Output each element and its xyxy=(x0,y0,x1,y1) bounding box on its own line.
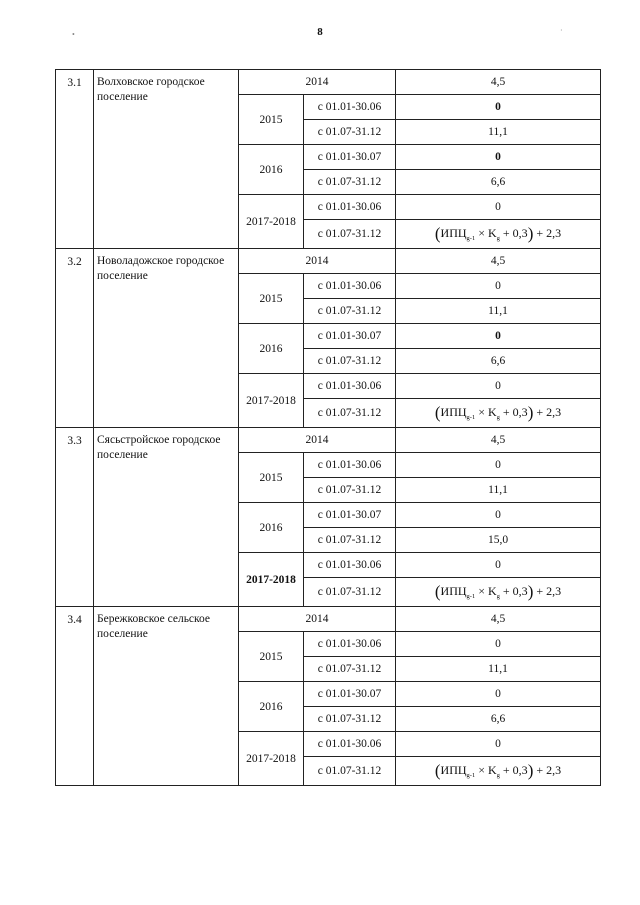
value-cell: 11,1 xyxy=(396,478,601,503)
period-cell: с 01.01-30.06 xyxy=(304,553,396,578)
value-cell: 11,1 xyxy=(396,657,601,682)
period-cell: с 01.01-30.06 xyxy=(304,274,396,299)
value-cell: 0 xyxy=(396,453,601,478)
period-cell: с 01.07-31.12 xyxy=(304,220,396,249)
period-cell: с 01.07-31.12 xyxy=(304,657,396,682)
value-cell: 0 xyxy=(396,274,601,299)
period-cell: с 01.01-30.07 xyxy=(304,145,396,170)
year-cell: 2017-2018 xyxy=(239,732,304,786)
table-row xyxy=(56,607,601,632)
row-number: 3.2 xyxy=(56,249,94,428)
value-cell: 0 xyxy=(396,682,601,707)
period-cell: с 01.07-31.12 xyxy=(304,578,396,607)
period-cell: с 01.07-31.12 xyxy=(304,707,396,732)
period-cell: с 01.01-30.06 xyxy=(304,453,396,478)
table-row xyxy=(56,249,601,274)
value-cell: 11,1 xyxy=(396,120,601,145)
value-cell: 4,5 xyxy=(396,428,601,453)
year-cell: 2015 xyxy=(239,453,304,503)
period-cell: с 01.07-31.12 xyxy=(304,478,396,503)
tariff-formula: $(ИПЦ_{g-1} \times K_g + 0,3) + 2,3$ xyxy=(434,224,562,243)
scan-speck: • xyxy=(72,30,75,39)
period-cell: с 01.07-31.12 xyxy=(304,399,396,428)
value-cell: 4,5 xyxy=(396,70,601,95)
value-cell: 0 xyxy=(396,732,601,757)
period-cell: с 01.01-30.06 xyxy=(304,195,396,220)
year-cell: 2014 xyxy=(239,428,396,453)
settlement-name: Сясьстройское городское поселение xyxy=(94,428,239,607)
formula-cell xyxy=(396,757,601,786)
period-cell: с 01.01-30.07 xyxy=(304,503,396,528)
table-row xyxy=(56,70,601,95)
year-cell: 2015 xyxy=(239,632,304,682)
period-cell: с 01.07-31.12 xyxy=(304,757,396,786)
formula-cell xyxy=(396,220,601,249)
settlement-name: Новоладожское городское поселение xyxy=(94,249,239,428)
period-cell: с 01.07-31.12 xyxy=(304,170,396,195)
value-cell: 0 xyxy=(396,553,601,578)
year-cell: 2015 xyxy=(239,95,304,145)
period-cell: с 01.07-31.12 xyxy=(304,299,396,324)
year-cell: 2015 xyxy=(239,274,304,324)
formula-cell xyxy=(396,578,601,607)
year-cell: 2014 xyxy=(239,607,396,632)
value-cell: 6,6 xyxy=(396,170,601,195)
value-cell: 6,6 xyxy=(396,707,601,732)
period-cell: с 01.07-31.12 xyxy=(304,349,396,374)
settlement-name: Бережковское сельское поселение xyxy=(94,607,239,786)
period-cell: с 01.01-30.06 xyxy=(304,95,396,120)
year-cell: 2017-2018 xyxy=(239,374,304,428)
year-cell: 2014 xyxy=(239,249,396,274)
year-cell: 2017-2018 xyxy=(239,195,304,249)
scan-speck: · xyxy=(560,26,563,35)
year-cell: 2016 xyxy=(239,682,304,732)
row-number: 3.1 xyxy=(56,70,94,249)
year-cell: 2014 xyxy=(239,70,396,95)
period-cell: с 01.07-31.12 xyxy=(304,120,396,145)
period-cell: с 01.01-30.07 xyxy=(304,324,396,349)
value-cell: 11,1 xyxy=(396,299,601,324)
period-cell: с 01.01-30.06 xyxy=(304,374,396,399)
row-number: 3.4 xyxy=(56,607,94,786)
period-cell: с 01.07-31.12 xyxy=(304,528,396,553)
value-cell: 0 xyxy=(396,632,601,657)
tariff-formula: $(ИПЦ_{g-1} \times K_g + 0,3) + 2,3$ xyxy=(434,582,562,601)
value-cell: 4,5 xyxy=(396,607,601,632)
formula-cell xyxy=(396,399,601,428)
value-cell: 0 xyxy=(396,195,601,220)
year-cell: 2017-2018 xyxy=(239,553,304,607)
period-cell: с 01.01-30.06 xyxy=(304,632,396,657)
value-cell: 0 xyxy=(396,145,601,170)
tariff-table xyxy=(55,69,601,786)
year-cell: 2016 xyxy=(239,503,304,553)
value-cell: 4,5 xyxy=(396,249,601,274)
settlement-name: Волховское городское поселение xyxy=(94,70,239,249)
value-cell: 6,6 xyxy=(396,349,601,374)
tariff-formula: $(ИПЦ_{g-1} \times K_g + 0,3) + 2,3$ xyxy=(434,761,562,780)
row-number: 3.3 xyxy=(56,428,94,607)
tariff-formula: $(ИПЦ_{g-1} \times K_g + 0,3) + 2,3$ xyxy=(434,403,562,422)
value-cell: 0 xyxy=(396,503,601,528)
value-cell: 0 xyxy=(396,374,601,399)
period-cell: с 01.01-30.07 xyxy=(304,682,396,707)
year-cell: 2016 xyxy=(239,145,304,195)
year-cell: 2016 xyxy=(239,324,304,374)
period-cell: с 01.01-30.06 xyxy=(304,732,396,757)
value-cell: 0 xyxy=(396,95,601,120)
value-cell: 0 xyxy=(396,324,601,349)
value-cell: 15,0 xyxy=(396,528,601,553)
table-row xyxy=(56,428,601,453)
page-number: 8 xyxy=(317,26,323,38)
